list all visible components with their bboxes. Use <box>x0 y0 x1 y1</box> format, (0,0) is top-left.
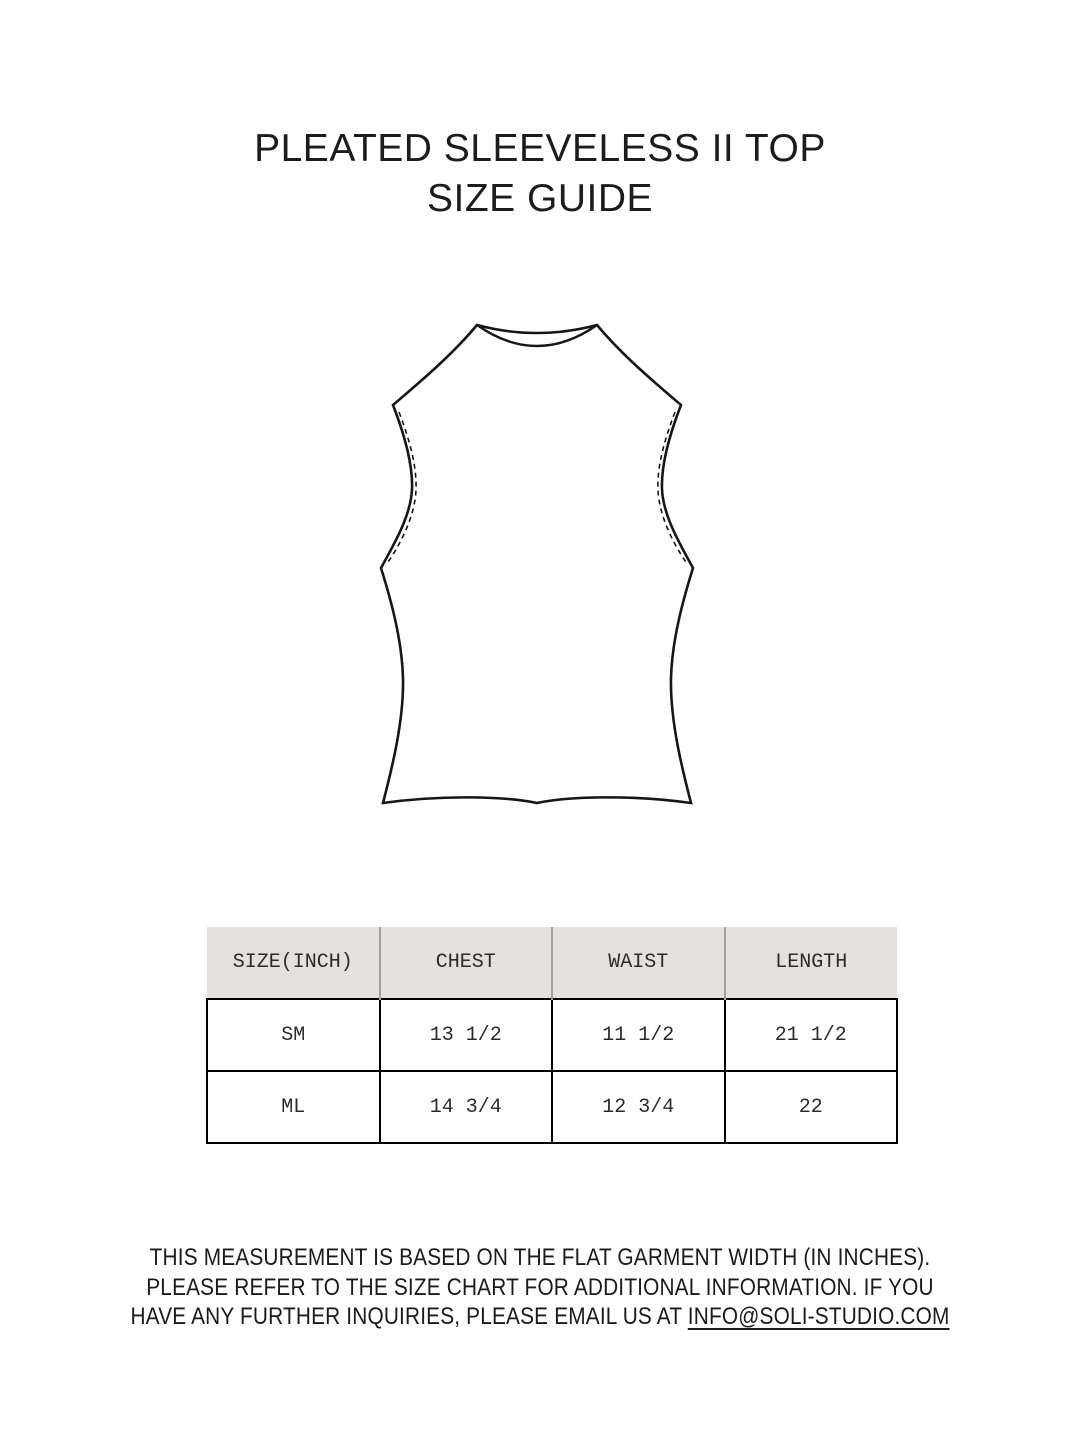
table-row-sm <box>207 999 897 1071</box>
waist-cell: 11 1/2 <box>552 999 725 1071</box>
chest-cell: 14 3/4 <box>380 1071 553 1143</box>
measurement-note-line2: PLEASE REFER TO THE SIZE CHART FOR ADDITIONAL INFORMATION. IF YOU <box>146 1273 934 1301</box>
size-table <box>206 927 898 1144</box>
col-header-size: SIZE(INCH) <box>207 927 380 999</box>
col-header-length: LENGTH <box>725 927 898 999</box>
size-cell: SM <box>207 999 380 1071</box>
col-header-waist: WAIST <box>552 927 725 999</box>
waist-cell: 12 3/4 <box>552 1071 725 1143</box>
length-cell: 22 <box>725 1071 898 1143</box>
page-title <box>0 124 1080 224</box>
measurement-note-line1: THIS MEASUREMENT IS BASED ON THE FLAT GARMENT WIDTH (IN INCHES). <box>149 1244 931 1271</box>
garment-illustration <box>350 300 730 820</box>
table-row-ml <box>207 1071 897 1143</box>
garment-outline <box>381 325 693 803</box>
page-title-line2: SIZE GUIDE <box>426 177 654 220</box>
measurement-note <box>81 1243 999 1332</box>
measurement-note-line3 <box>81 1302 999 1332</box>
length-cell: 21 1/2 <box>725 999 898 1071</box>
size-cell: ML <box>207 1071 380 1143</box>
col-header-chest: CHEST <box>380 927 553 999</box>
page-title-line1: PLEATED SLEEVELESS II TOP <box>254 127 826 170</box>
chest-cell: 13 1/2 <box>380 999 553 1071</box>
contact-email-link[interactable]: INFO@SOLI-STUDIO.COM <box>687 1303 950 1330</box>
measurement-note-line3-text: HAVE ANY FURTHER INQUIRIES, PLEASE EMAIL US AT <box>130 1303 688 1330</box>
size-table-header-row <box>207 927 897 999</box>
